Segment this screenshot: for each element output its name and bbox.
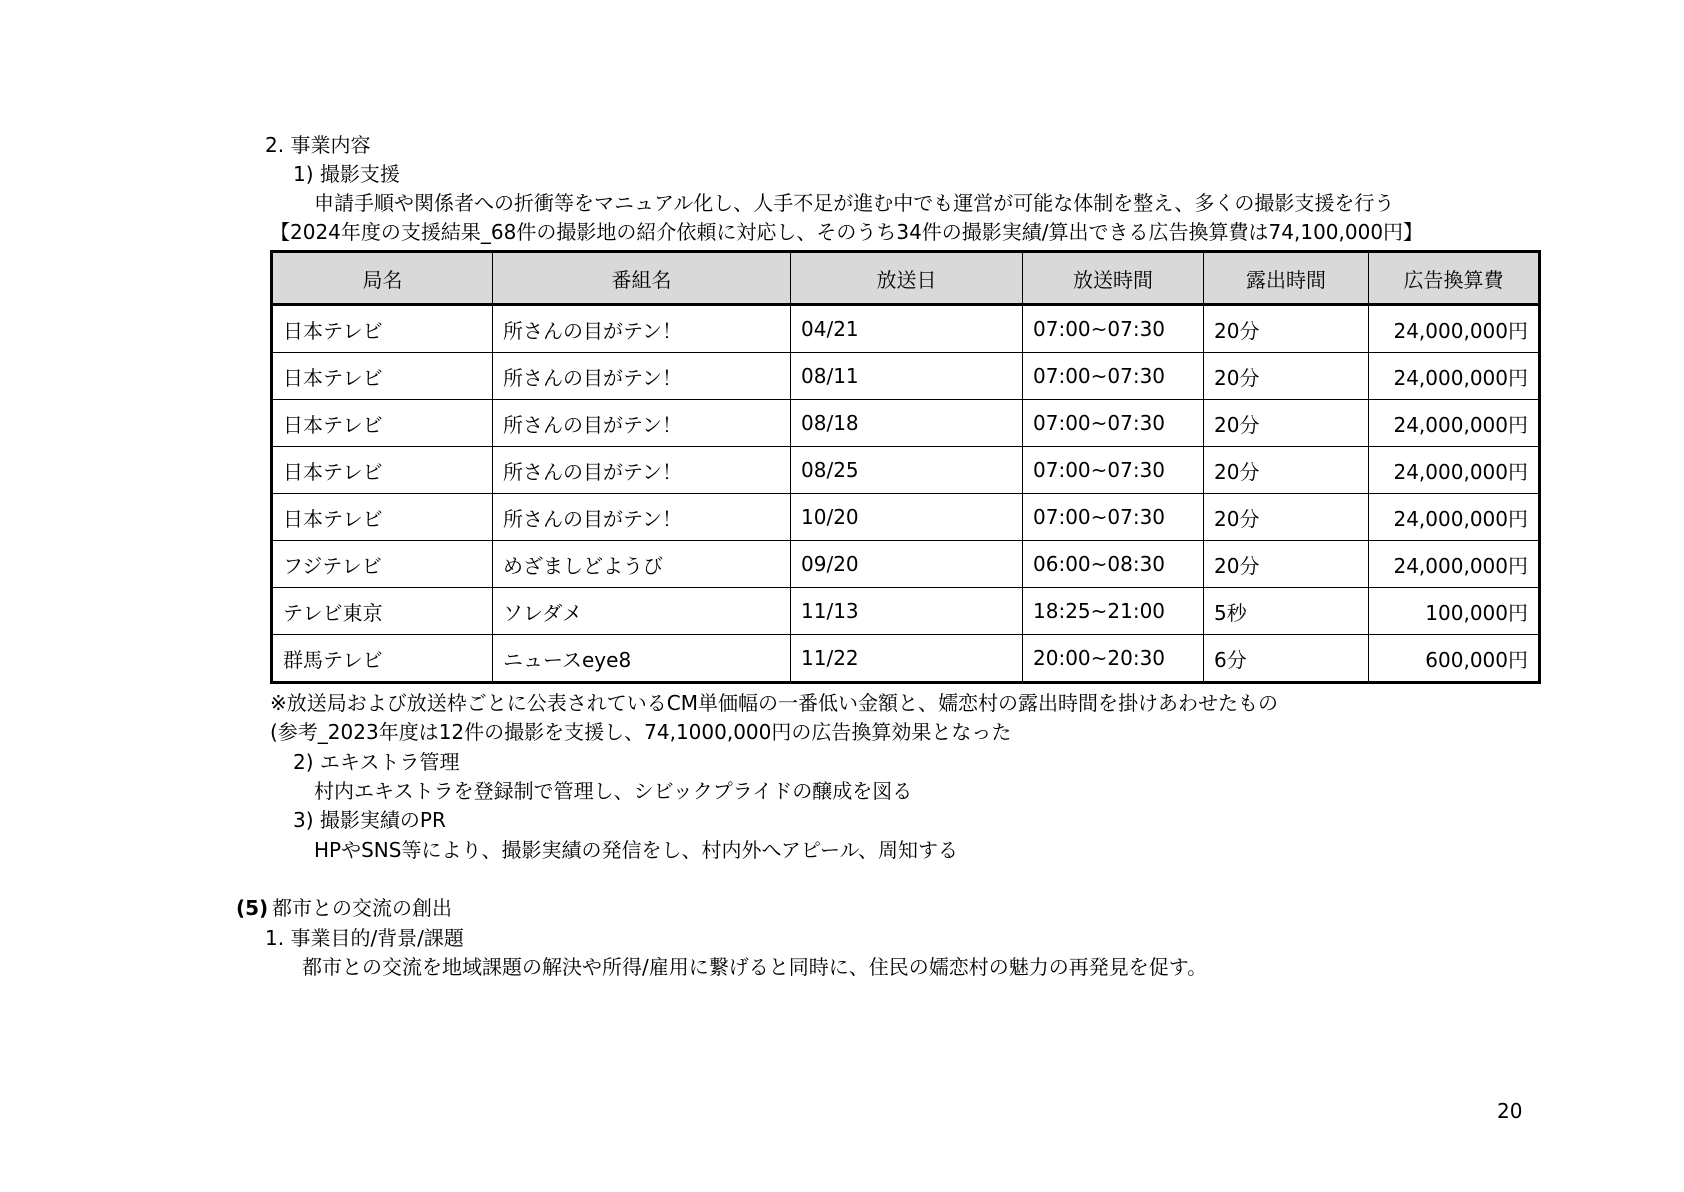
cell-program: 所さんの目がテン！: [493, 447, 791, 494]
header-exposure: 露出時間: [1204, 252, 1369, 305]
page-number: 20: [1497, 1099, 1523, 1123]
cell-program: めざましどようび: [493, 541, 791, 588]
heading-business-content: 2. 事業内容: [265, 133, 371, 157]
filming-support-description: 申請手順や関係者への折衝等をマニュアル化し、人手不足が進む中でも運営が可能な体制を整え、多くの撮影支援を行う: [314, 191, 1395, 215]
cell-station: 日本テレビ: [272, 400, 493, 447]
table-row: [272, 494, 1540, 541]
cell-ad-value: 600,000円: [1369, 635, 1540, 683]
cell-date: 10/20: [791, 494, 1023, 541]
table-header-row: [272, 252, 1540, 305]
broadcast-table: [270, 250, 1541, 684]
cell-date: 09/20: [791, 541, 1023, 588]
cell-date: 04/21: [791, 305, 1023, 353]
cell-exposure: 20分: [1204, 305, 1369, 353]
cell-exposure: 20分: [1204, 353, 1369, 400]
cell-exposure: 20分: [1204, 400, 1369, 447]
cell-date: 11/22: [791, 635, 1023, 683]
cell-exposure: 20分: [1204, 494, 1369, 541]
cell-ad-value: 24,000,000円: [1369, 400, 1540, 447]
cell-ad-value: 24,000,000円: [1369, 494, 1540, 541]
table-row: [272, 400, 1540, 447]
reference-2023: (参考_2023年度は12件の撮影を支援し、74,1000,000円の広告換算効果となった: [270, 720, 1012, 744]
cell-exposure: 5秒: [1204, 588, 1369, 635]
table-row: [272, 353, 1540, 400]
cell-station: フジテレビ: [272, 541, 493, 588]
cell-program: 所さんの目がテン！: [493, 305, 791, 353]
cell-time: 20:00~20:30: [1023, 635, 1204, 683]
header-ad-value: 広告換算費: [1369, 252, 1540, 305]
cell-station: 日本テレビ: [272, 447, 493, 494]
cell-ad-value: 24,000,000円: [1369, 447, 1540, 494]
item-filming-support: 1) 撮影支援: [293, 162, 400, 186]
extra-management-description: 村内エキストラを登録制で管理し、シビックプライドの醸成を図る: [314, 779, 913, 803]
section-5-title: 都市との交流の創出: [272, 896, 452, 920]
cell-date: 08/25: [791, 447, 1023, 494]
table-row: [272, 588, 1540, 635]
cell-ad-value: 24,000,000円: [1369, 353, 1540, 400]
cell-ad-value: 24,000,000円: [1369, 541, 1540, 588]
header-date: 放送日: [791, 252, 1023, 305]
cell-date: 11/13: [791, 588, 1023, 635]
cell-program: 所さんの目がテン！: [493, 400, 791, 447]
cell-time: 07:00~07:30: [1023, 494, 1204, 541]
cell-time: 07:00~07:30: [1023, 400, 1204, 447]
cell-date: 08/18: [791, 400, 1023, 447]
item-extra-management: 2) エキストラ管理: [293, 750, 460, 774]
support-result-2024: 【2024年度の支援結果_68件の撮影地の紹介依頼に対応し、そのうち34件の撮影実績/算出できる広告換算費は74,100,000円】: [270, 220, 1424, 244]
section-5-heading-1: 1. 事業目的/背景/課題: [265, 926, 464, 950]
table-row: [272, 305, 1540, 353]
filming-pr-description: HPやSNS等により、撮影実績の発信をし、村内外へアピール、周知する: [314, 838, 959, 862]
table-header: [272, 252, 1540, 305]
cell-program: 所さんの目がテン！: [493, 494, 791, 541]
cell-program: ニュースeye8: [493, 635, 791, 683]
header-program: 番組名: [493, 252, 791, 305]
cell-exposure: 20分: [1204, 447, 1369, 494]
cell-ad-value: 100,000円: [1369, 588, 1540, 635]
cell-station: テレビ東京: [272, 588, 493, 635]
cell-program: 所さんの目がテン！: [493, 353, 791, 400]
cell-program: ソレダメ: [493, 588, 791, 635]
cell-date: 08/11: [791, 353, 1023, 400]
table-row: [272, 635, 1540, 683]
table-row: [272, 541, 1540, 588]
table-footnote: ※放送局および放送枠ごとに公表されているCM単価幅の一番低い金額と、嬬恋村の露出時間を掛けあわせたもの: [270, 691, 1278, 715]
section-5-number: (5): [236, 896, 269, 920]
cell-exposure: 20分: [1204, 541, 1369, 588]
cell-station: 日本テレビ: [272, 305, 493, 353]
cell-exposure: 6分: [1204, 635, 1369, 683]
header-station: 局名: [272, 252, 493, 305]
item-filming-pr: 3) 撮影実績のPR: [293, 808, 446, 832]
cell-station: 日本テレビ: [272, 353, 493, 400]
cell-time: 07:00~07:30: [1023, 353, 1204, 400]
cell-station: 群馬テレビ: [272, 635, 493, 683]
cell-time: 06:00~08:30: [1023, 541, 1204, 588]
cell-time: 18:25~21:00: [1023, 588, 1204, 635]
section-5-description: 都市との交流を地域課題の解決や所得/雇用に繋げると同時に、住民の嬬恋村の魅力の再発見を促す。: [302, 955, 1208, 979]
cell-time: 07:00~07:30: [1023, 447, 1204, 494]
header-time: 放送時間: [1023, 252, 1204, 305]
cell-ad-value: 24,000,000円: [1369, 305, 1540, 353]
table-row: [272, 447, 1540, 494]
table-body: [272, 305, 1540, 683]
cell-time: 07:00~07:30: [1023, 305, 1204, 353]
cell-station: 日本テレビ: [272, 494, 493, 541]
